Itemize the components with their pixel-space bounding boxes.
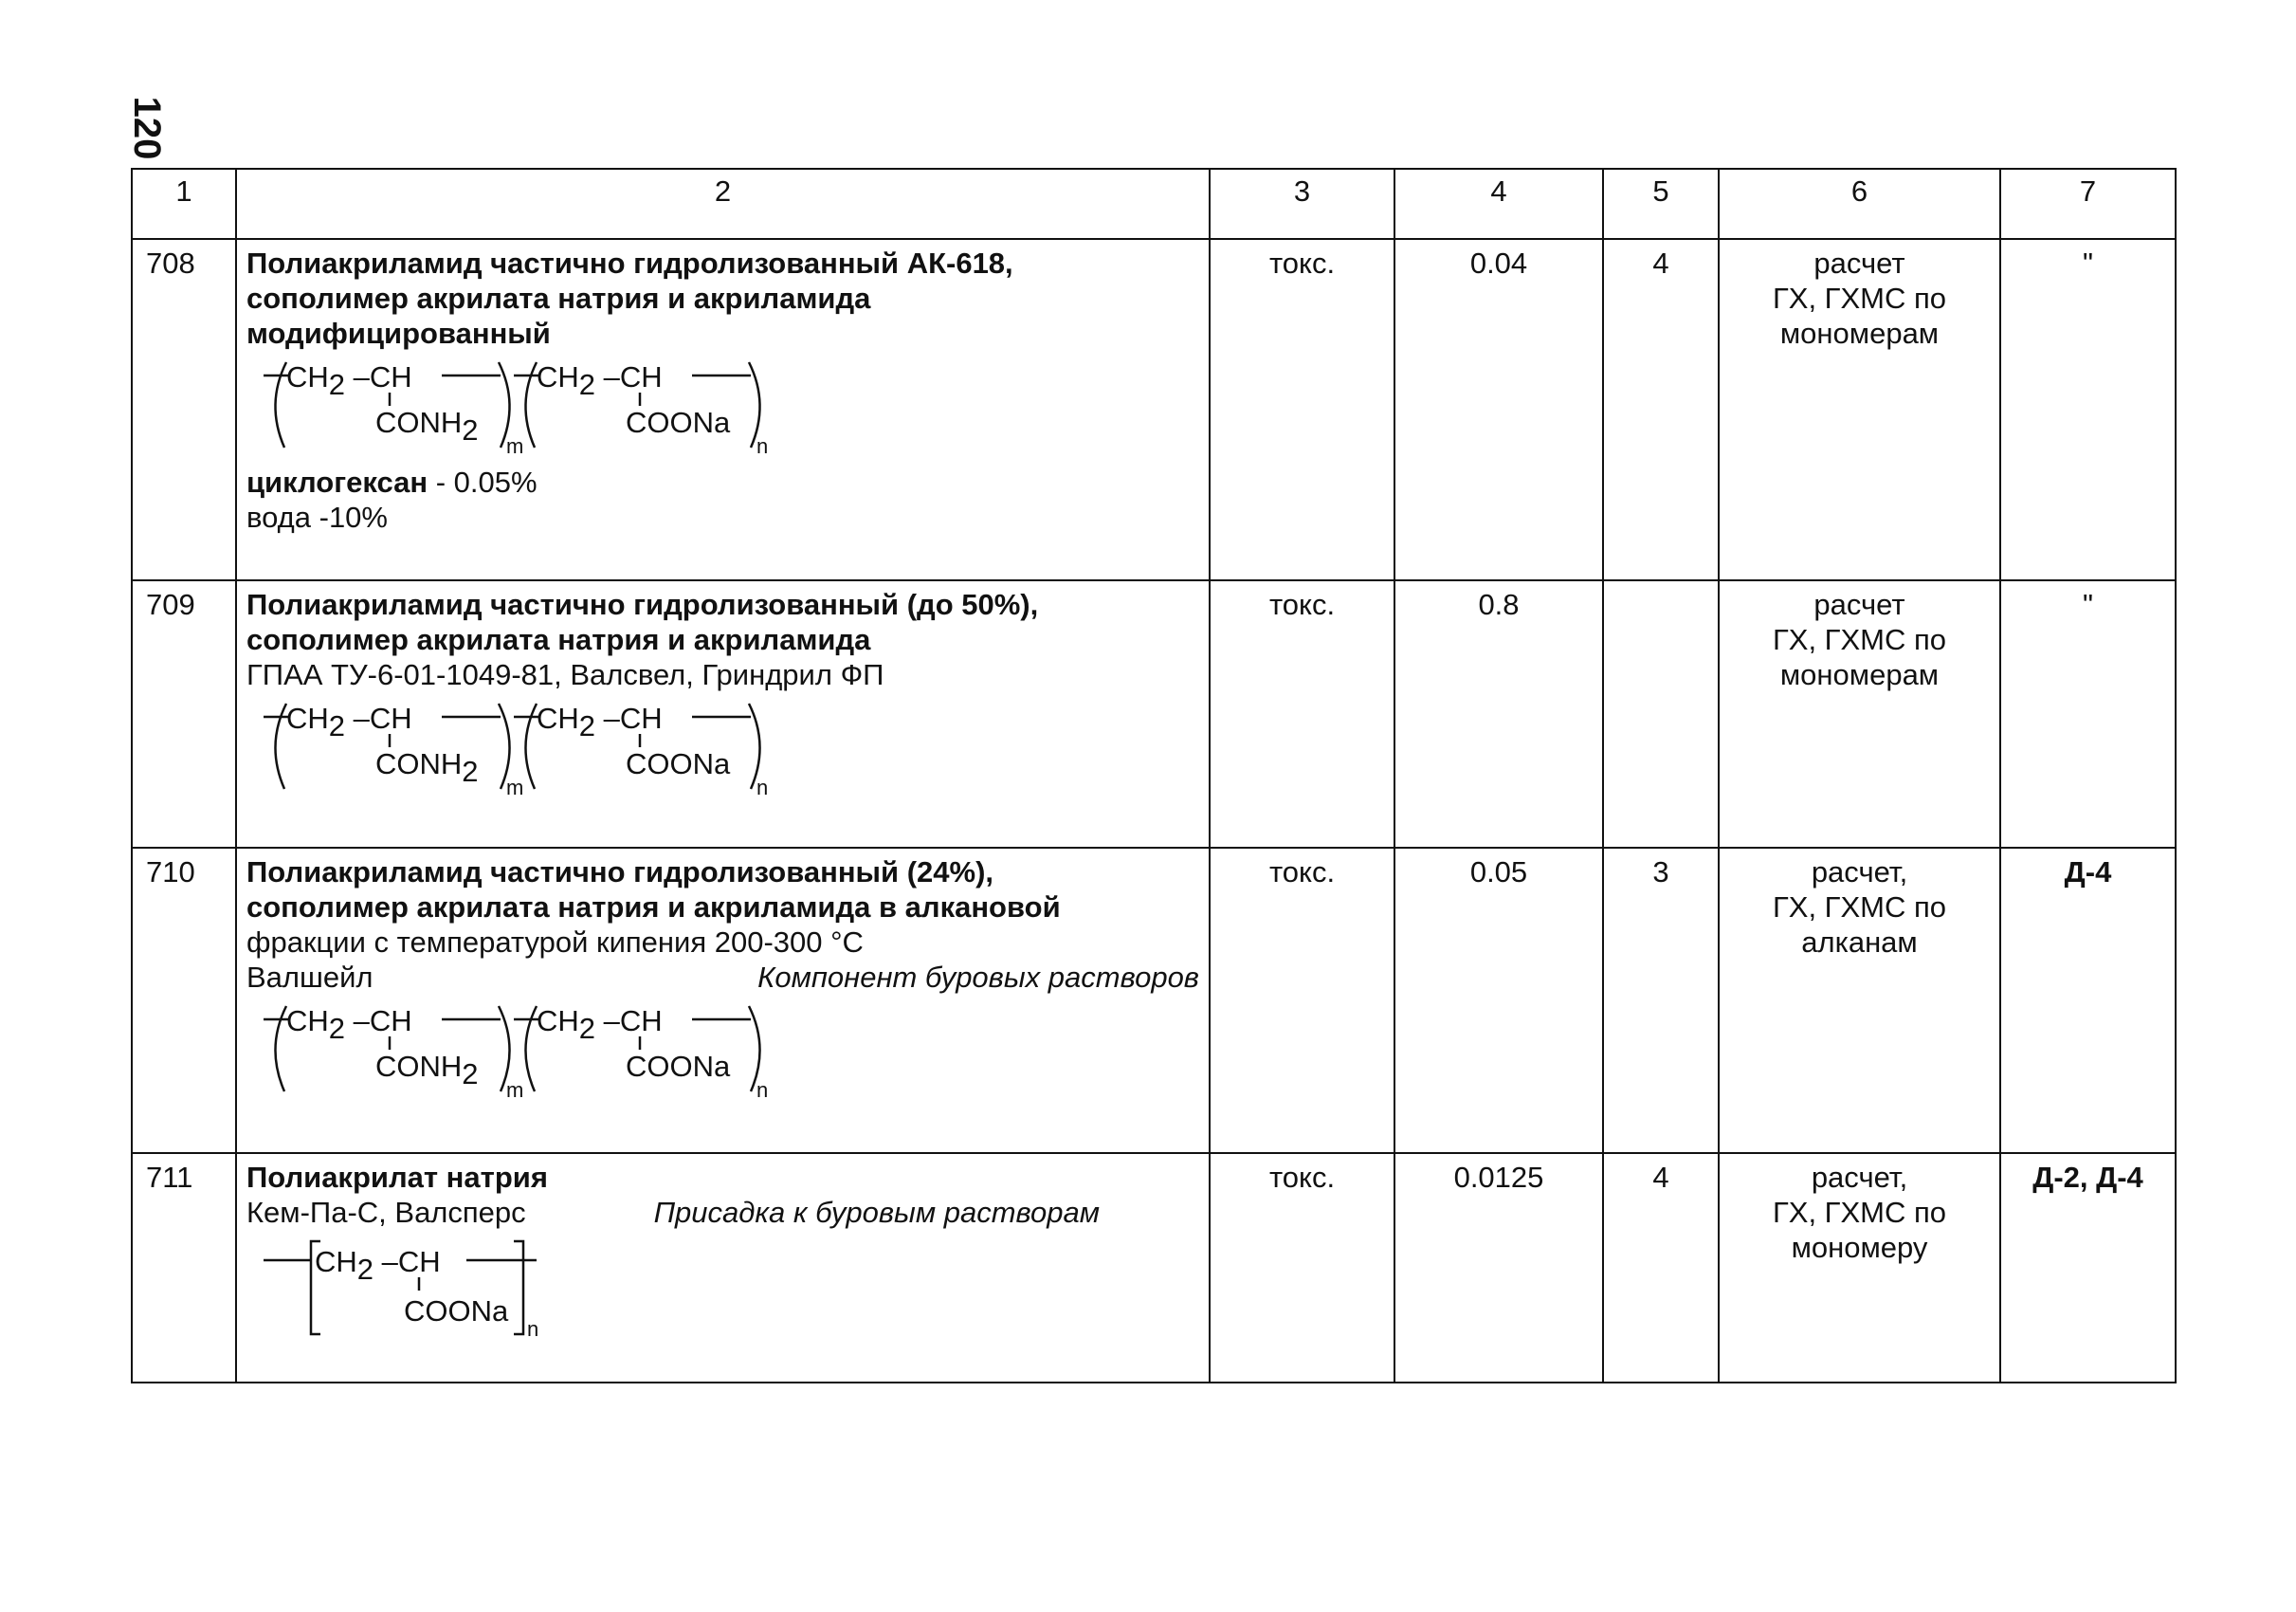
method-line: ГХ, ГХМС по xyxy=(1772,890,1946,924)
substance-title: модифицированный xyxy=(246,317,551,350)
value-cell: 0.8 xyxy=(1394,580,1603,848)
method-line: ГХ, ГХМС по xyxy=(1772,623,1946,656)
impurity-name: циклогексан xyxy=(246,466,428,499)
substance-cell xyxy=(236,1153,1210,1383)
header-cell: 4 xyxy=(1394,169,1603,239)
trade-names: Кем-Па-С, Валсперс xyxy=(246,1196,526,1229)
method-line: расчет xyxy=(1813,588,1905,621)
method-line: ГХ, ГХМС по xyxy=(1772,1196,1946,1229)
note-cell: " xyxy=(2000,239,2176,580)
formula-text: COONa xyxy=(626,747,731,780)
polyacrylate-formula xyxy=(260,1236,563,1342)
substance-cell xyxy=(236,239,1210,580)
substance-detail: фракции с температурой кипения 200-300 °С xyxy=(246,925,864,959)
substance-cell xyxy=(236,580,1210,848)
formula-text: CONH2 xyxy=(375,1050,479,1090)
class-cell: токс. xyxy=(1210,239,1394,580)
formula-text: CH2 –CH xyxy=(537,702,663,742)
header-cell: 5 xyxy=(1603,169,1719,239)
formula-text: COONa xyxy=(626,406,731,439)
formula-text: CONH2 xyxy=(375,747,479,788)
purpose: Присадка к буровым растворам xyxy=(653,1196,1100,1229)
impurity-line: вода -10% xyxy=(246,501,388,534)
formula-text: CH2 –CH xyxy=(286,702,412,742)
substance-title: Полиакриламид частично гидролизованный (до 50%), xyxy=(246,588,1039,621)
copolymer-formula xyxy=(260,1000,791,1103)
value-cell: 0.0125 xyxy=(1394,1153,1603,1383)
header-cell: 7 xyxy=(2000,169,2176,239)
header-cell: 3 xyxy=(1210,169,1394,239)
formula-text: CONH2 xyxy=(375,406,479,447)
copolymer-formula xyxy=(260,698,791,800)
method-line: мономерам xyxy=(1779,317,1940,350)
header-cell: 1 xyxy=(132,169,236,239)
row-number: 709 xyxy=(132,580,236,848)
row-number: 708 xyxy=(132,239,236,580)
hazard-cell: 4 xyxy=(1603,239,1719,580)
formula-text: CH2 –CH xyxy=(315,1245,441,1286)
method-cell xyxy=(1719,1153,2000,1383)
method-line: ГХ, ГХМС по xyxy=(1772,282,1946,315)
substance-title: Полиакриламид частично гидролизованный АК-618, xyxy=(246,247,1013,280)
subscript-index: n xyxy=(756,434,769,458)
formula-text: COONa xyxy=(626,1050,731,1083)
header-cell: 6 xyxy=(1719,169,2000,239)
subscript-index: n xyxy=(756,1078,769,1102)
subscript-index: n xyxy=(527,1317,539,1341)
header-row xyxy=(132,169,2176,239)
method-line: расчет, xyxy=(1811,1161,1908,1194)
formula-text: CH2 –CH xyxy=(286,360,412,401)
trade-line xyxy=(246,1195,1100,1230)
copolymer-formula xyxy=(260,357,791,459)
method-line: мономерам xyxy=(1779,658,1940,691)
formula-text: CH2 –CH xyxy=(537,1004,663,1045)
bracket xyxy=(514,1241,523,1334)
trade-names: Валшейл xyxy=(246,961,374,994)
method-line: расчет, xyxy=(1811,855,1908,888)
table-row xyxy=(132,239,2176,580)
method-cell xyxy=(1719,239,2000,580)
subscript-index: m xyxy=(506,776,524,799)
formula-text: CH2 –CH xyxy=(286,1004,412,1045)
substance-title: Полиакрилат натрия xyxy=(246,1161,548,1194)
purpose: Компонент буровых растворов xyxy=(757,961,1199,994)
note-cell: Д-4 xyxy=(2000,848,2176,1153)
method-cell xyxy=(1719,848,2000,1153)
formula-text: COONa xyxy=(404,1294,509,1328)
class-cell: токс. xyxy=(1210,1153,1394,1383)
table-row xyxy=(132,1153,2176,1383)
substance-table xyxy=(131,168,2177,1383)
method-line: расчет xyxy=(1813,247,1905,280)
subscript-index: m xyxy=(506,1078,524,1102)
header-cell: 2 xyxy=(236,169,1210,239)
trade-line xyxy=(246,960,1199,995)
hazard-cell: 3 xyxy=(1603,848,1719,1153)
substance-cell xyxy=(236,848,1210,1153)
subscript-index: n xyxy=(756,776,769,799)
impurity-value: - 0.05% xyxy=(428,466,538,499)
subscript-index: m xyxy=(506,434,524,458)
note-cell: " xyxy=(2000,580,2176,848)
table-row xyxy=(132,580,2176,848)
row-number: 710 xyxy=(132,848,236,1153)
method-line: алканам xyxy=(1801,925,1918,959)
table-row xyxy=(132,848,2176,1153)
class-cell: токс. xyxy=(1210,848,1394,1153)
substance-title: сополимер акрилата натрия и акриламида xyxy=(246,623,871,656)
row-number: 711 xyxy=(132,1153,236,1383)
page-number: 120 xyxy=(126,96,169,160)
value-cell: 0.05 xyxy=(1394,848,1603,1153)
substance-title: Полиакриламид частично гидролизованный (24%), xyxy=(246,855,994,888)
formula-text: CH2 –CH xyxy=(537,360,663,401)
hazard-cell: 4 xyxy=(1603,1153,1719,1383)
class-cell: токс. xyxy=(1210,580,1394,848)
substance-title: сополимер акрилата натрия и акриламида в алкановой xyxy=(246,890,1061,924)
hazard-cell xyxy=(1603,580,1719,848)
substance-title: сополимер акрилата натрия и акриламида xyxy=(246,282,871,315)
method-line: мономеру xyxy=(1791,1231,1928,1264)
note-cell: Д-2, Д-4 xyxy=(2000,1153,2176,1383)
impurity-line xyxy=(246,465,1199,500)
trade-names: ГПАА ТУ-6-01-1049-81, Валсвел, Гриндрил ФП xyxy=(246,658,884,691)
value-cell: 0.04 xyxy=(1394,239,1603,580)
method-cell xyxy=(1719,580,2000,848)
